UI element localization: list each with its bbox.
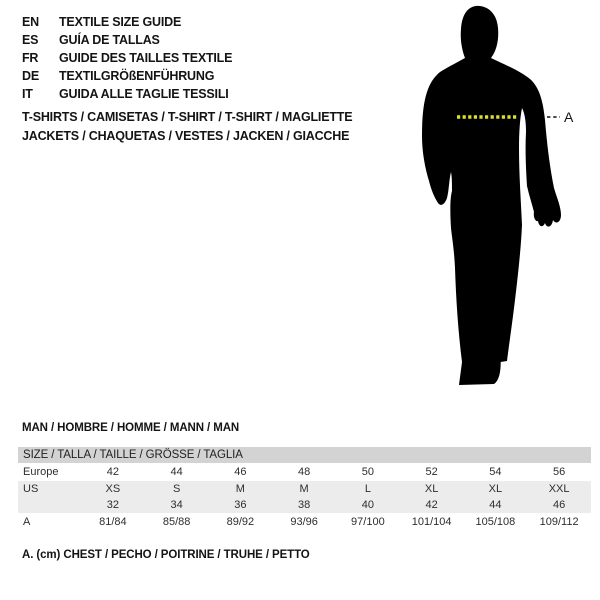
language-code: EN xyxy=(22,15,39,29)
size-cell: 48 xyxy=(298,466,311,478)
language-row xyxy=(22,85,232,103)
size-cell: XS xyxy=(105,483,121,495)
row-label: Europe xyxy=(23,466,59,478)
size-cell: 34 xyxy=(170,499,183,511)
size-cell: S xyxy=(172,483,181,495)
size-table xyxy=(18,447,591,531)
silhouette-shape xyxy=(422,6,561,385)
row-label: A xyxy=(23,516,31,528)
size-cell: 46 xyxy=(234,466,247,478)
size-cell: M xyxy=(235,483,245,495)
language-label: TEXTILE SIZE GUIDE xyxy=(59,15,182,29)
size-cell: 105/108 xyxy=(475,516,516,528)
language-code: FR xyxy=(22,51,39,65)
size-cell: 46 xyxy=(553,499,566,511)
language-row xyxy=(22,67,232,85)
size-cell: 50 xyxy=(361,466,374,478)
size-cell: XL xyxy=(488,483,503,495)
size-cell: 109/112 xyxy=(539,516,579,528)
table-row-europe xyxy=(18,463,591,481)
language-code: DE xyxy=(22,69,39,83)
size-cell: 42 xyxy=(425,499,438,511)
language-label: GUIDE DES TAILLES TEXTILE xyxy=(59,51,233,65)
size-cell: 40 xyxy=(361,499,374,511)
category-line-jackets: JACKETS / CHAQUETAS / VESTES / JACKEN / GIACCHE xyxy=(22,128,350,143)
language-label: GUÍA DE TALLAS xyxy=(59,33,160,47)
size-cell: 52 xyxy=(425,466,438,478)
language-row xyxy=(22,13,232,31)
section-title: MAN / HOMBRE / HOMME / MANN / MAN xyxy=(22,422,240,434)
size-cell: 44 xyxy=(170,466,183,478)
language-code: ES xyxy=(22,33,39,47)
language-row xyxy=(22,31,232,49)
language-code: IT xyxy=(22,87,33,101)
size-cell: 101/104 xyxy=(411,516,452,528)
row-label: US xyxy=(23,483,39,495)
language-label: TEXTILGRÖßENFÜHRUNG xyxy=(59,69,215,83)
size-cell: 42 xyxy=(106,466,119,478)
measure-label: A xyxy=(564,109,574,125)
table-header: SIZE / TALLA / TAILLE / GRÖSSE / TAGLIA xyxy=(18,447,591,463)
category-line-tshirts: T-SHIRTS / CAMISETAS / T-SHIRT / T-SHIRT / MAGLIETTE xyxy=(22,110,353,124)
language-label: GUIDA ALLE TAGLIE TESSILI xyxy=(59,87,229,101)
language-row xyxy=(22,49,232,67)
category-list xyxy=(22,108,352,145)
size-cell: 36 xyxy=(234,499,247,511)
size-cell: 85/88 xyxy=(162,516,191,528)
table-row-us xyxy=(18,481,591,497)
table-row-chest-a xyxy=(18,513,591,531)
size-cell: 97/100 xyxy=(351,516,385,528)
size-cell: 93/96 xyxy=(290,516,318,528)
size-cell: 32 xyxy=(106,499,119,511)
size-cell: XL xyxy=(424,483,439,495)
size-cell: 89/92 xyxy=(226,516,255,528)
size-cell: XXL xyxy=(548,483,570,495)
size-cell: 81/84 xyxy=(99,516,127,528)
man-silhouette-figure xyxy=(400,0,600,400)
size-cell: L xyxy=(364,483,371,495)
size-cell: M xyxy=(299,483,309,495)
size-cell: 54 xyxy=(489,466,502,478)
table-row-us-numeric xyxy=(18,497,591,513)
language-list xyxy=(22,13,232,103)
size-cell: 56 xyxy=(553,466,566,478)
size-cell: 38 xyxy=(298,499,311,511)
measurement-footnote: A. (cm) CHEST / PECHO / POITRINE / TRUHE / PETTO xyxy=(22,549,310,561)
size-cell: 44 xyxy=(489,499,502,511)
